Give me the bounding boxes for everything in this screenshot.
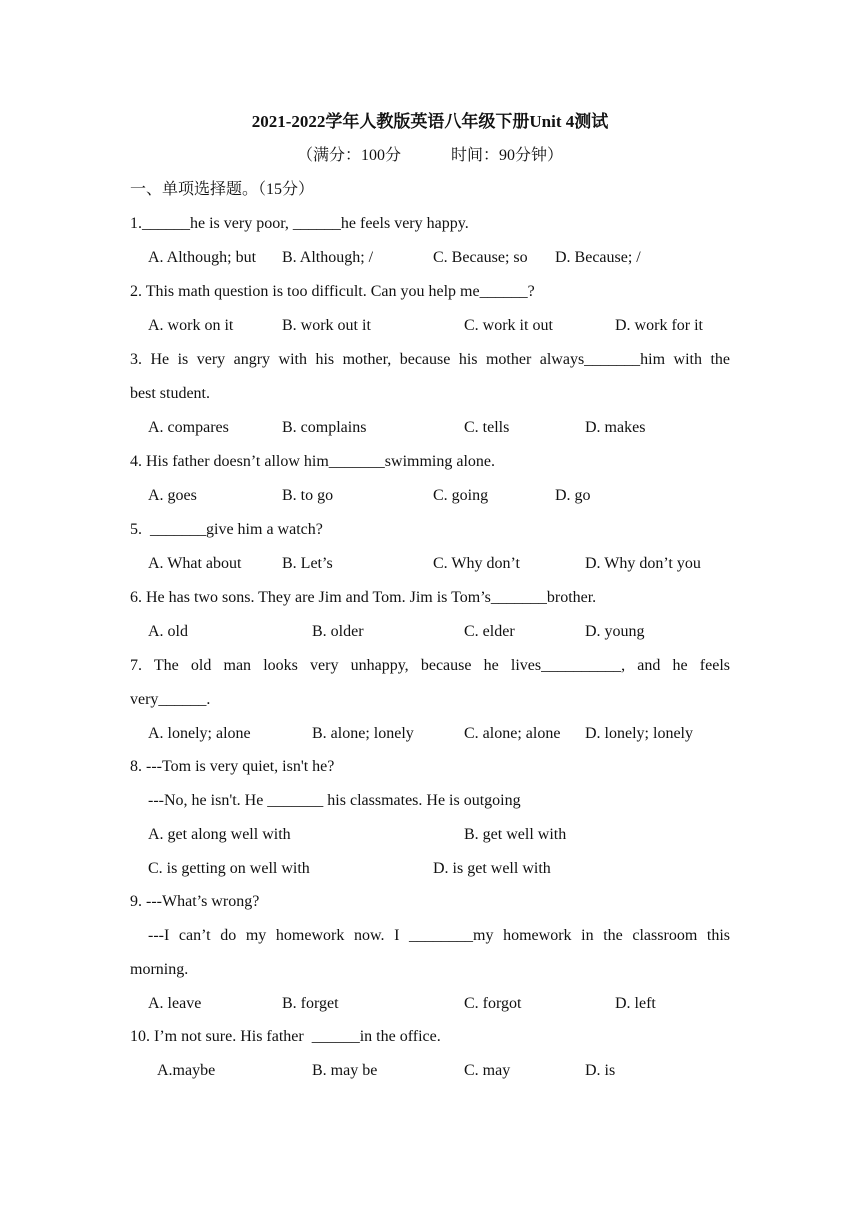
q9-option-b: B. forget [282,995,339,1012]
question-4: 4. His father doesn’t allow him_______swimming alone. [130,453,495,470]
q10-option-a: A.maybe [157,1062,216,1079]
question-7-line-2: very______. [130,691,211,708]
question-7-line-1: 7. The old man looks very unhappy, because he lives__________, and he feels [130,657,730,674]
q6-option-c: C. elder [464,623,515,640]
q2-option-c: C. work it out [464,317,553,334]
q10-option-d: D. is [585,1062,616,1079]
question-9-line-3: morning. [130,961,189,978]
q8-option-d: D. is get well with [433,860,551,877]
exam-title: 2021-2022学年人教版英语八年级下册Unit 4测试 [251,112,609,131]
q4-option-c: C. going [433,487,489,504]
q9-option-c: C. forgot [464,995,522,1012]
question-6: 6. He has two sons. They are Jim and Tom. Jim is Tom’s_______brother. [130,589,597,606]
q6-option-b: B. older [312,623,364,640]
q2-option-a: A. work on it [148,317,234,334]
question-10: 10. I’m not sure. His father ______in the office. [130,1028,441,1045]
q7-option-c: C. alone; alone [464,725,561,742]
q4-option-d: D. go [555,487,591,504]
q8-option-a: A. get along well with [148,826,291,843]
question-5: 5. _______give him a watch? [130,521,323,538]
question-3-line-2: best student. [130,385,210,402]
q5-option-c: C. Why don’t [433,555,520,572]
q1-option-a: A. Although; but [148,249,257,266]
question-9-line-2: ---I can’t do my homework now. I ________my homework in the classroom this [148,927,730,944]
q9-option-d: D. left [615,995,656,1012]
q1-option-d: D. Because; / [555,249,641,266]
q1-option-b: B. Although; / [282,249,374,266]
q4-option-b: B. to go [282,487,334,504]
q6-option-a: A. old [148,623,188,640]
q10-option-c: C. may [464,1062,511,1079]
q7-option-b: B. alone; lonely [312,725,414,742]
q3-option-c: C. tells [464,419,510,436]
q5-option-a: A. What about [148,555,242,572]
q6-option-d: D. young [585,623,645,640]
q3-option-b: B. complains [282,419,367,436]
question-9-line-1: 9. ---What’s wrong? [130,893,260,910]
q8-option-b: B. get well with [464,826,567,843]
q2-option-b: B. work out it [282,317,371,334]
q8-option-c: C. is getting on well with [148,860,310,877]
q1-option-c: C. Because; so [433,249,528,266]
q7-option-d: D. lonely; lonely [585,725,693,742]
q7-option-a: A. lonely; alone [148,725,251,742]
question-3-line-1: 3. He is very angry with his mother, because his mother always_______him with the [130,351,730,368]
q3-option-d: D. makes [585,419,646,436]
question-8-line-2: ---No, he isn't. He _______ his classmates. He is outgoing [148,792,521,809]
q4-option-a: A. goes [148,487,197,504]
question-1: 1.______he is very poor, ______he feels very happy. [130,215,469,232]
section-heading: 一、单项选择题。（15分） [130,181,315,198]
question-8-line-1: 8. ---Tom is very quiet, isn't he? [130,758,335,775]
exam-time: 时间：90分钟） [451,147,564,164]
question-2: 2. This math question is too difficult. Can you help me______? [130,283,535,300]
q2-option-d: D. work for it [615,317,703,334]
q5-option-b: B. Let’s [282,555,333,572]
full-score: （满分：100分 [296,147,401,164]
q3-option-a: A. compares [148,419,229,436]
exam-subtitle [0,144,860,168]
q10-option-b: B. may be [312,1062,378,1079]
q5-option-d: D. Why don’t you [585,555,701,572]
q9-option-a: A. leave [148,995,202,1012]
